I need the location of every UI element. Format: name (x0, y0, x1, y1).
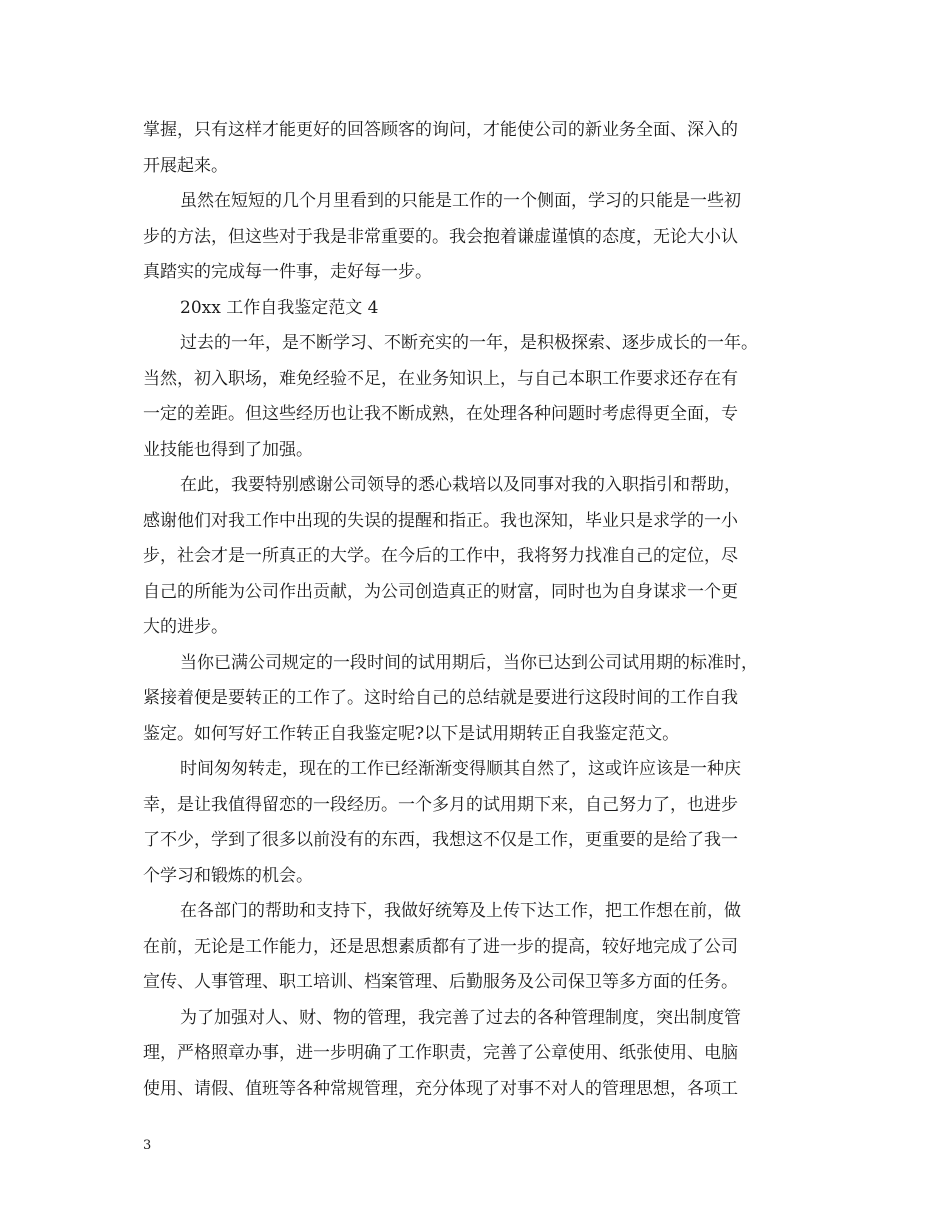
paragraph-first-line: 当你已满公司规定的一段时间的试用期后，当你已达到公司试用期的标准时， (180, 652, 758, 673)
paragraph-first-line: 20xx 工作自我鉴定范文 4 (180, 297, 379, 318)
text-line: 在前，无论是工作能力，还是思想素质都有了进一步的提高，较好地完成了公司 (143, 936, 738, 957)
text-line: 一定的差距。但这些经历也让我不断成熟，在处理各种问题时考虑得更全面，专 (143, 404, 738, 424)
text-line: 掌握，只有这样才能更好的回答顾客的询问，才能使公司的新业务全面、深入的 (143, 120, 738, 140)
text-line: 宣传、人事管理、职工培训、档案管理、后勤服务及公司保卫等多方面的任务。 (143, 972, 738, 992)
text-line: 开展起来。 (143, 155, 228, 176)
paragraph-first-line: 过去的一年，是不断学习、不断充实的一年，是积极探索、逐步成长的一年。 (180, 333, 758, 353)
text-line: 理，严格照章办事，进一步明确了工作职责，完善了公章使用、纸张使用、电脑 (143, 1043, 738, 1063)
paragraph-first-line: 在各部门的帮助和支持下，我做好统筹及上传下达工作，把工作想在前，做 (180, 901, 741, 921)
page-number: 3 (143, 1138, 152, 1153)
text-line: 大的进步。 (143, 617, 228, 637)
text-line: 步的方法，但这些对于我是非常重要的。我会抱着谦虚谨慎的态度，无论大小认 (143, 226, 738, 247)
paragraph-first-line: 时间匆匆转走，现在的工作已经渐渐变得顺其自然了，这或许应该是一种庆 (180, 759, 741, 779)
text-line: 了不少，学到了很多以前没有的东西，我想这不仅是工作，更重要的是给了我一 (143, 830, 738, 850)
text-line: 幸，是让我值得留恋的一段经历。一个多月的试用期下来，自己努力了，也进步 (143, 794, 738, 815)
text-line: 个学习和锻炼的机会。 (143, 865, 313, 886)
document-body (143, 113, 813, 1107)
paragraph-first-line: 为了加强对人、财、物的管理，我完善了过去的各种管理制度，突出制度管 (180, 1007, 741, 1028)
text-line: 自己的所能为公司作出贡献，为公司创造真正的财富，同时也为自身谋求一个更 (143, 581, 738, 602)
text-line: 步，社会才是一所真正的大学。在今后的工作中，我将努力找准自己的定位，尽 (143, 546, 738, 566)
text-line: 当然，初入职场，难免经验不足，在业务知识上，与自己本职工作要求还存在有 (143, 368, 738, 389)
text-line: 紧接着便是要转正的工作了。这时给自己的总结就是要进行这段时间的工作自我 (143, 688, 738, 708)
text-line: 使用、请假、值班等各种常规管理，充分体现了对事不对人的管理思想，各项工 (143, 1078, 738, 1099)
text-line: 真踏实的完成每一件事，走好每一步。 (143, 262, 432, 282)
text-line: 感谢他们对我工作中出现的失误的提醒和指正。我也深知，毕业只是求学的一小 (143, 510, 738, 531)
text-line: 鉴定。如何写好工作转正自我鉴定呢?以下是试用期转正自我鉴定范文。 (143, 723, 680, 744)
paragraph-first-line: 在此，我要特别感谢公司领导的悉心栽培以及同事对我的入职指引和帮助， (180, 475, 741, 495)
paragraph-first-line: 虽然在短短的几个月里看到的只能是工作的一个侧面，学习的只能是一些初 (180, 191, 741, 211)
text-line: 业技能也得到了加强。 (143, 439, 313, 460)
